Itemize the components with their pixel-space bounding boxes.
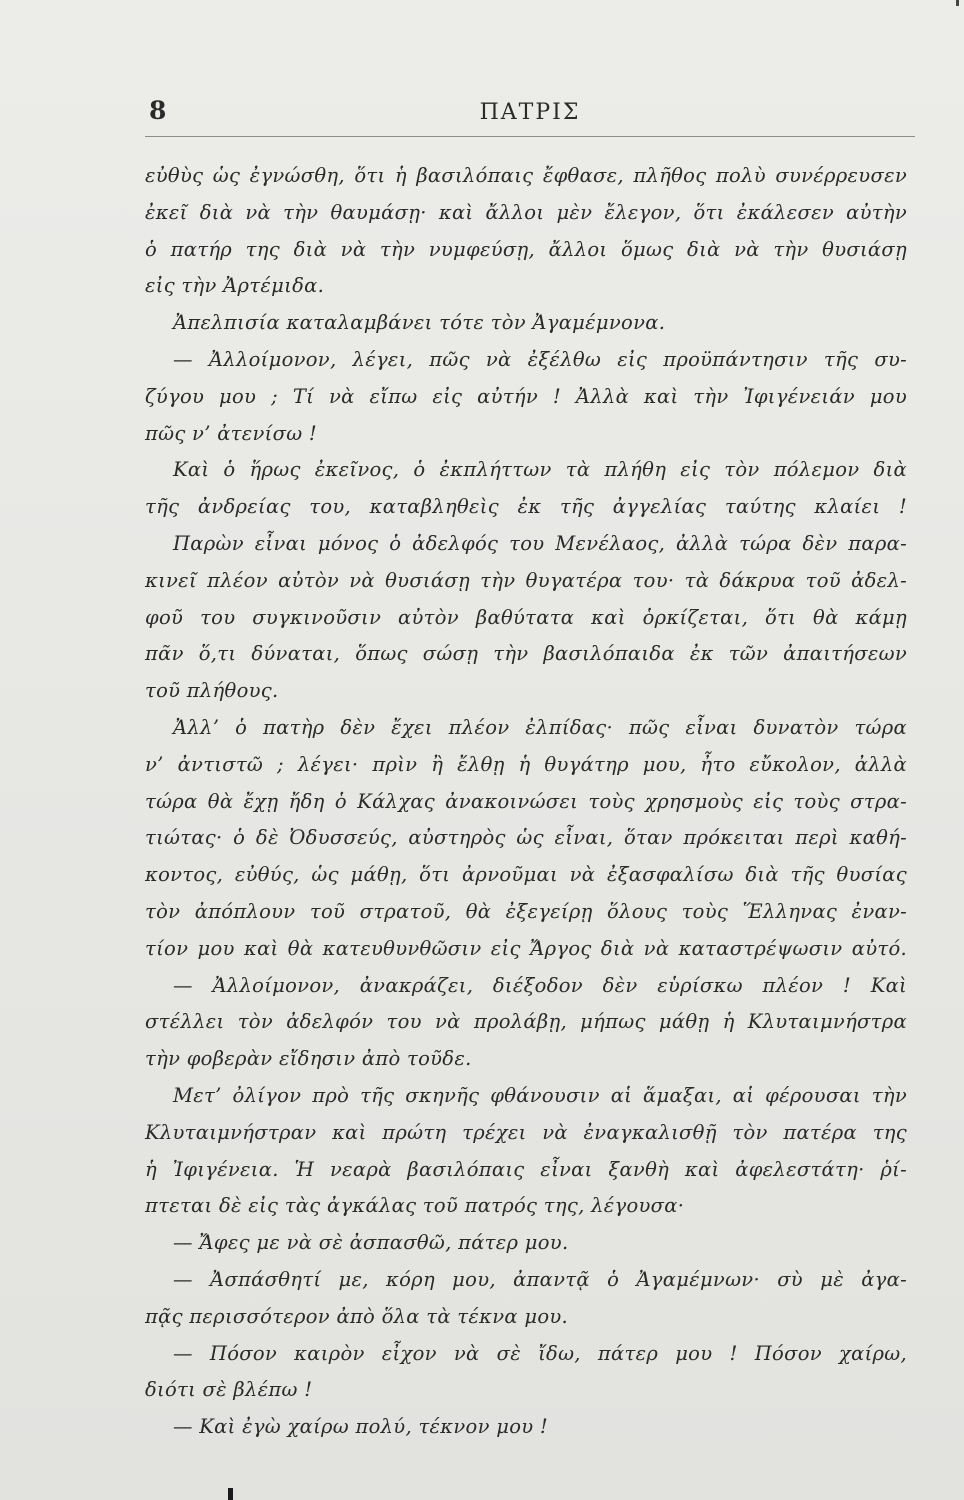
text-line: τιώτας· ὁ δὲ Ὀδυσσεύς, αὐστηρὸς ὡς εἶναι, ὅταν πρόκειται περὶ καθή- xyxy=(145,826,907,850)
text-line: — Πόσον καιρὸν εἶχον νὰ σὲ ἴδω, πάτερ μου ! Πόσον χαίρω, xyxy=(173,1341,907,1365)
text-line: Κλυταιμνήστραν καὶ πρώτη τρέχει νὰ ἐναγκαλισθῇ τὸν πατέρα της xyxy=(145,1120,907,1144)
page-header xyxy=(145,96,915,137)
text-line: — Καὶ ἐγὼ χαίρω πολύ, τέκνον μου ! xyxy=(173,1415,549,1439)
page-number: 8 xyxy=(149,96,167,125)
text-line: τίον μου καὶ θὰ κατευθυνθῶσιν εἰς Ἄργος διὰ νὰ καταστρέψωσιν αὐτό. xyxy=(145,936,907,960)
body-text xyxy=(145,158,907,1446)
text-line: στέλλει τὸν ἀδελφόν του νὰ προλάβῃ, μήπως μάθῃ ἡ Κλυταιμνήστρα xyxy=(145,1010,907,1034)
text-line: κοντος, εὐθύς, ὡς μάθῃ, ὅτι ἀρνοῦμαι νὰ ἐξασφαλίσω διὰ τῆς θυσίας xyxy=(145,863,907,887)
text-line: Ἀλλ’ ὁ πατὴρ δὲν ἔχει πλέον ἐλπίδας· πῶς εἶναι δυνατὸν τώρα xyxy=(173,715,907,739)
text-line: — Ἀσπάσθητί με, κόρη μου, ἀπαντᾷ ὁ Ἀγαμέμνων· σὺ μὲ ἀγα- xyxy=(173,1267,907,1291)
text-line: ἐκεῖ διὰ νὰ τὴν θαυμάσῃ· καὶ ἄλλοι μὲν ἔλεγον, ὅτι ἐκάλεσεν αὐτὴν xyxy=(145,200,907,224)
text-line: εἰς τὴν Ἀρτέμιδα. xyxy=(145,274,325,298)
text-line: Μετ’ ὀλίγον πρὸ τῆς σκηνῆς φθάνουσιν αἱ ἅμαξαι, αἱ φέρουσαι τὴν xyxy=(173,1083,907,1107)
text-line: ὁ πατήρ της διὰ νὰ τὴν νυμφεύσῃ, ἄλλοι ὅμως διὰ νὰ τὴν θυσιάσῃ xyxy=(145,237,907,261)
text-line: Καὶ ὁ ἥρως ἐκεῖνος, ὁ ἐκπλήττων τὰ πλήθη εἰς τὸν πόλεμον διὰ xyxy=(173,458,907,482)
text-line: εὐθὺς ὡς ἐγνώσθη, ὅτι ἡ βασιλόπαις ἔφθασε, πλῆθος πολὺ συνέρρευσεν xyxy=(145,164,907,187)
text-line: — Ἀλλοίμονον, λέγει, πῶς νὰ ἐξέλθω εἰς προϋπάντησιν τῆς συ- xyxy=(173,347,907,371)
text-line: ζύγου μου ; Τί νὰ εἴπω εἰς αὐτήν ! Ἀλλὰ καὶ τὴν Ἰφιγένειάν μου xyxy=(145,384,907,408)
text-line: πᾶν ὅ,τι δύναται, ὅπως σώσῃ τὴν βασιλόπαιδα ἐκ τῶν ἀπαιτήσεων xyxy=(145,642,907,666)
text-line: — Ἄφες με νὰ σὲ ἀσπασθῶ, πάτερ μου. xyxy=(173,1231,569,1255)
text-line: πτεται δὲ εἰς τὰς ἀγκάλας τοῦ πατρός της, λέγουσα· xyxy=(145,1194,685,1218)
text-line: πᾷς περισσότερον ἀπὸ ὅλα τὰ τέκνα μου. xyxy=(145,1304,569,1328)
text-line: διότι σὲ βλέπω ! xyxy=(145,1378,313,1402)
text-line: κινεῖ πλέον αὐτὸν νὰ θυσιάσῃ τὴν θυγατέρα του· τὰ δάκρυα τοῦ ἀδελ- xyxy=(145,568,907,592)
text-line: τώρα θὰ ἔχῃ ἤδη ὁ Κάλχας ἀνακοινώσει τοὺς χρησμοὺς εἰς τοὺς στρα- xyxy=(145,789,907,813)
text-line: Ἀπελπισία καταλαμβάνει τότε τὸν Ἀγαμέμνονα. xyxy=(173,311,666,335)
text-line: — Ἀλλοίμονον, ἀνακράζει, διέξοδον δὲν εὑρίσκω πλέον ! Καὶ xyxy=(173,973,907,997)
text-line: τοῦ πλήθους. xyxy=(145,679,279,703)
text-line: ἡ Ἰφιγένεια. Ἡ νεαρὰ βασιλόπαις εἶναι ξανθὴ καὶ ἀφελεστάτη· ῥί- xyxy=(145,1157,907,1181)
text-line: Παρὼν εἶναι μόνος ὁ ἀδελφός του Μενέλαος, ἀλλὰ τώρα δὲν παρα- xyxy=(173,531,907,555)
text-line: τὸν ἀπόπλουν τοῦ στρατοῦ, θὰ ἐξεγείρῃ ὅλους τοὺς Ἕλληνας ἐναν- xyxy=(145,899,907,923)
text-line: πῶς ν’ ἀτενίσω ! xyxy=(145,421,318,445)
text-line: φοῦ του συγκινοῦσιν αὐτὸν βαθύτατα καὶ ὁρκίζεται, ὅτι θὰ κάμῃ xyxy=(145,605,907,629)
text-line: ν’ ἀντιστῶ ; λέγει· πρὶν ἢ ἔλθῃ ἡ θυγάτηρ μου, ἦτο εὔκολον, ἀλλὰ xyxy=(145,752,907,776)
scan-mark xyxy=(228,1488,233,1500)
text-line: τὴν φοβερὰν εἴδησιν ἀπὸ τοῦδε. xyxy=(145,1047,472,1071)
scan-mark xyxy=(956,0,959,6)
text-line: τῆς ἀνδρείας του, καταβληθεὶς ἐκ τῆς ἀγγελίας ταύτης κλαίει ! xyxy=(145,495,907,519)
running-title: ΠΑΤΡΙΣ xyxy=(479,100,581,125)
